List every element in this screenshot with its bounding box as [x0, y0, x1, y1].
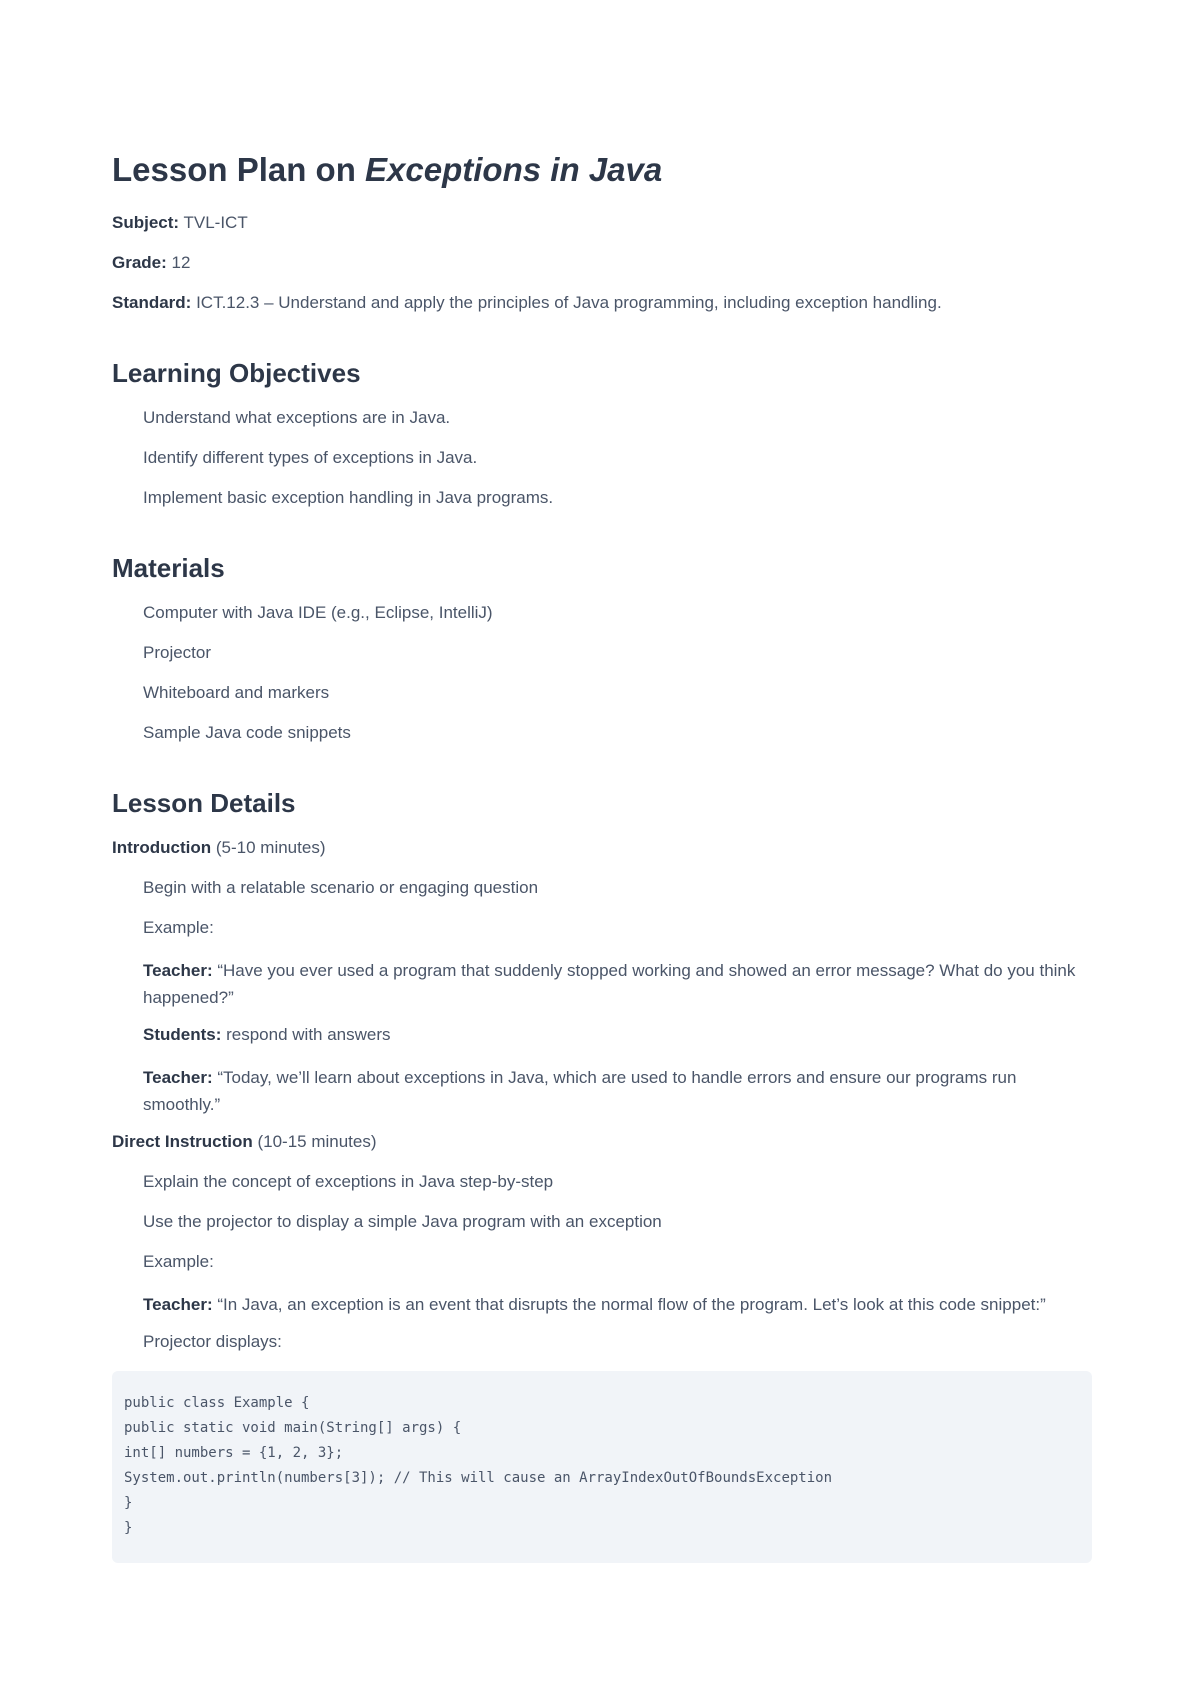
meta-value: ICT.12.3 – Understand and apply the principles of Java programming, including exception handling.	[191, 292, 942, 312]
section-duration: (10-15 minutes)	[252, 1132, 377, 1152]
code-line: public class Example {	[124, 1395, 310, 1412]
meta-label: Grade:	[112, 252, 167, 272]
code-line: }	[124, 1495, 133, 1512]
dialogue-text: “In Java, an exception is an event that disrupts the normal flow of the program. Let’s look at this code snippet:”	[212, 1295, 1046, 1315]
material-item: Whiteboard and markers	[143, 682, 330, 702]
meta-value: TVL-ICT	[179, 212, 248, 232]
title-emphasis: Exceptions in Java	[365, 151, 663, 188]
instruction-dialogue	[143, 1291, 1092, 1318]
speaker-label: Teacher:	[143, 1068, 213, 1088]
section-name: Direct Instruction	[112, 1132, 253, 1152]
instruction-line: Use the projector to display a simple Java program with an exception	[143, 1212, 662, 1232]
instruction-line: Projector displays:	[143, 1332, 282, 1352]
material-item: Projector	[143, 642, 212, 662]
instruction-line: Example:	[143, 1252, 214, 1272]
speaker-label: Teacher:	[143, 1295, 213, 1315]
objective-item: Identify different types of exceptions in Java.	[143, 447, 478, 467]
code-block	[112, 1371, 1092, 1563]
meta-label: Subject:	[112, 212, 180, 232]
intro-dialogue	[143, 957, 1092, 1011]
meta-value: 12	[166, 252, 191, 272]
speaker-label: Students:	[143, 1025, 222, 1045]
code-line: int[] numbers = {1, 2, 3};	[124, 1445, 344, 1462]
objective-item: Understand what exceptions are in Java.	[143, 407, 451, 427]
page-title	[112, 150, 1092, 190]
material-item: Sample Java code snippets	[143, 722, 351, 742]
meta-standard	[112, 292, 1092, 314]
objective-item: Implement basic exception handling in Java programs.	[143, 487, 554, 507]
introduction-label	[112, 837, 1092, 859]
dialogue-text: “Have you ever used a program that suddenly stopped working and showed an error message? What do you think happened?”	[143, 961, 1076, 1008]
direct-instruction-label	[112, 1131, 1092, 1153]
material-item: Computer with Java IDE (e.g., Eclipse, IntelliJ)	[143, 602, 493, 622]
dialogue-text: respond with answers	[221, 1025, 391, 1045]
intro-dialogue	[143, 1024, 1092, 1046]
intro-line: Example:	[143, 918, 214, 938]
intro-dialogue	[143, 1064, 1092, 1118]
objectives-heading: Learning Objectives	[112, 357, 361, 388]
meta-label: Standard:	[112, 292, 192, 312]
materials-heading: Materials	[112, 552, 225, 583]
speaker-label: Teacher:	[143, 961, 213, 981]
dialogue-text: “Today, we’ll learn about exceptions in Java, which are used to handle errors and ensure our programs run smoothly.”	[143, 1068, 1017, 1115]
title-prefix: Lesson Plan on	[112, 151, 366, 188]
instruction-line: Explain the concept of exceptions in Java step-by-step	[143, 1172, 554, 1192]
code-line: public static void main(String[] args) {	[124, 1420, 462, 1437]
lesson-details-heading: Lesson Details	[112, 787, 296, 818]
intro-line: Begin with a relatable scenario or engaging question	[143, 878, 539, 898]
section-duration: (5-10 minutes)	[211, 838, 326, 858]
code-line: }	[124, 1520, 133, 1537]
meta-grade	[112, 252, 1092, 274]
meta-subject	[112, 212, 1092, 234]
document-content	[112, 150, 1092, 1563]
section-name: Introduction	[112, 838, 212, 858]
code-line: System.out.println(numbers[3]); // This will cause an ArrayIndexOutOfBoundsException	[124, 1470, 833, 1487]
